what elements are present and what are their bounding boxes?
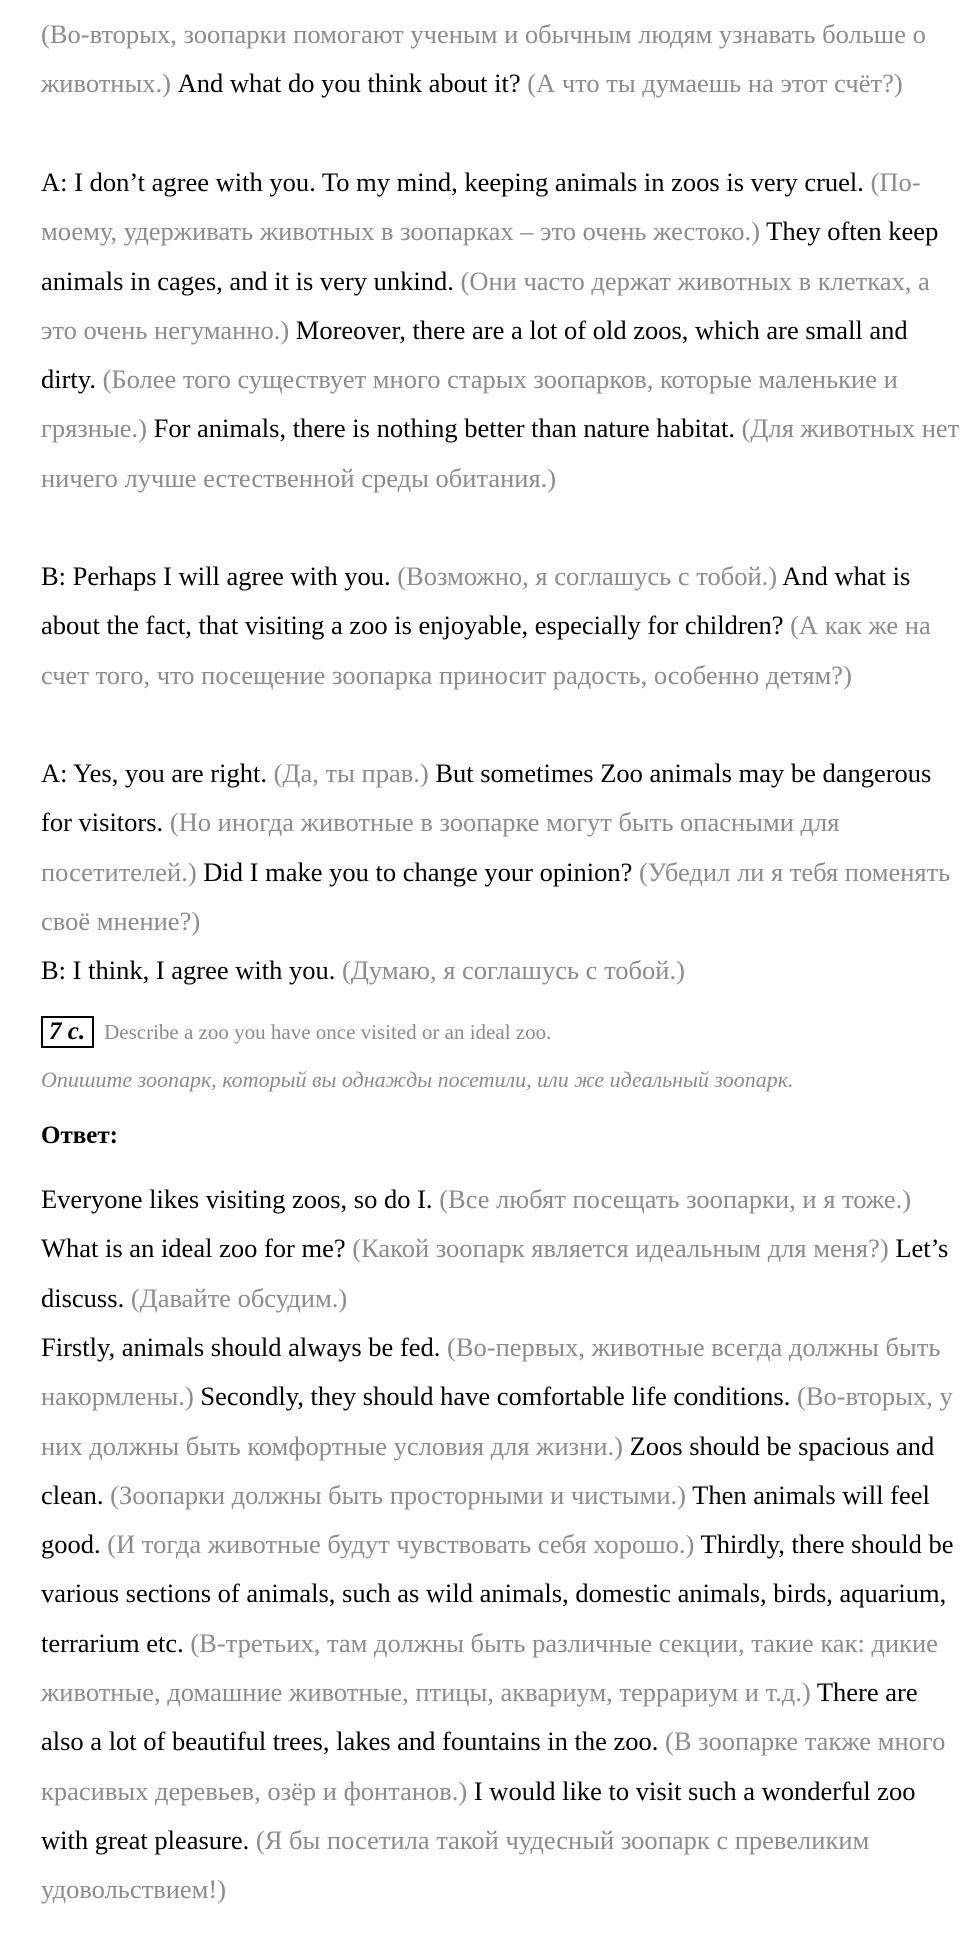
- russian-translation-text: (Возможно, я соглашусь с тобой.): [390, 561, 778, 591]
- english-text: Zoos should be spacious and clean.: [41, 1430, 935, 1510]
- english-text: Secondly, they should have comfortable life conditions.: [193, 1381, 791, 1412]
- task-header: [41, 1016, 551, 1048]
- english-text: Let’s discuss.: [41, 1233, 949, 1313]
- russian-translation-text: (Во-вторых, зоопарки помогают ученым и обычным людям узнавать больше о животных.): [41, 19, 926, 99]
- english-text: And what is about the fact, that visiting a zoo is enjoyable, especially for children?: [41, 561, 911, 641]
- answer-heading: Ответ:: [41, 1122, 118, 1149]
- russian-translation-text: (Давайте обсудим.): [124, 1282, 348, 1313]
- russian-translation-text: (И тогда животные будут чувствовать себя хорошо.): [100, 1529, 695, 1560]
- russian-translation-text: (А как же на счет того, что посещение зоопарка приносит радость, особенно детям?): [41, 610, 931, 690]
- english-text: Then animals will feel good.: [41, 1479, 930, 1560]
- russian-translation-text: (Да, ты прав.): [266, 758, 429, 788]
- russian-translation-text: (Зоопарки должны быть просторными и чистыми.): [103, 1479, 687, 1510]
- dialogue-paragraph-4: [41, 749, 960, 946]
- english-text: Everyone likes visiting zoos, so do I.: [41, 1184, 433, 1214]
- dialogue-paragraph-1: [41, 10, 960, 109]
- russian-translation-text: (По-моему, удерживать животных в зоопарках – это очень жестоко.): [41, 167, 921, 247]
- english-text: Did I make you to change your opinion?: [196, 856, 633, 887]
- answer-paragraph-2: [41, 1323, 960, 1915]
- russian-translation-text: (А что ты думаешь на этот счёт?): [520, 68, 903, 99]
- russian-translation-text: (Для животных нет ничего лучше естественной среды обитания.): [41, 413, 960, 493]
- english-text: What is an ideal zoo for me?: [41, 1233, 346, 1264]
- dialogue-paragraph-5: [41, 946, 960, 995]
- english-text: Thirdly, there should be various sections of animals, such as wild animals, domestic animals, birds, aquarium, terrarium etc.: [41, 1529, 954, 1658]
- english-text: A: I don’t agree with you. To my mind, keeping animals in zoos is very cruel.: [41, 167, 864, 197]
- english-text: They often keep animals in cages, and it is very unkind.: [41, 216, 939, 296]
- russian-translation-text: (Во-первых, животные всегда должны быть накормлены.): [41, 1332, 941, 1412]
- russian-translation-text: (Все любят посещать зоопарки, и я тоже.): [432, 1184, 912, 1214]
- task-instruction: Describe a zoo you have once visited or an ideal zoo.: [104, 1019, 552, 1044]
- english-text: B: I think, I agree with you.: [41, 955, 336, 985]
- russian-translation-text: (В-третьих, там должны быть различные секции, такие как: дикие животные, домашние животные, птицы, аквариум, террариум и т.д.): [41, 1627, 938, 1708]
- russian-translation-text: (Какой зоопарк является идеальным для меня?): [345, 1233, 889, 1264]
- russian-translation-text: (Думаю, я соглашусь с тобой.): [335, 955, 685, 985]
- english-text: And what do you think about it?: [171, 68, 521, 99]
- english-text: For animals, there is nothing better than nature habitat.: [146, 413, 735, 444]
- english-text: I would like to visit such a wonderful zoo with great pleasure.: [41, 1775, 916, 1855]
- russian-translation-text: (Более того существует много старых зоопарков, которые маленькие и грязные.): [41, 364, 898, 444]
- english-text: Moreover, there are a lot of old zoos, which are small and dirty.: [41, 314, 908, 395]
- russian-translation-text: (Я бы посетила такой чудесный зоопарк с превеликим удовольствием!): [41, 1824, 870, 1905]
- russian-translation-text: (Но иногда животные в зоопарке могут быть опасными для посетителей.): [41, 807, 840, 887]
- task-number-badge: 7 c.: [41, 1016, 94, 1048]
- russian-translation-text: (В зоопарке также много красивых деревьев, озёр и фонтанов.): [41, 1726, 946, 1806]
- dialogue-paragraph-3: [41, 552, 960, 700]
- task-translation: Опишите зоопарк, который вы однажды посетили, или же идеальный зоопарк.: [41, 1067, 794, 1092]
- russian-translation-text: (Убедил ли я тебя поменять своё мнение?): [41, 856, 951, 936]
- russian-translation-text: (Они часто держат животных в клетках, а это очень негуманно.): [41, 265, 930, 345]
- english-text: A: Yes, you are right.: [41, 758, 267, 788]
- answer-paragraph-1: [41, 1175, 960, 1323]
- russian-translation-text: (Во-вторых, у них должны быть комфортные условия для жизни.): [41, 1381, 953, 1461]
- english-text: B: Perhaps I will agree with you.: [41, 561, 391, 591]
- english-text: But sometimes Zoo animals may be dangerous for visitors.: [41, 758, 932, 838]
- dialogue-paragraph-2: [41, 158, 960, 503]
- english-text: There are also a lot of beautiful trees, lakes and fountains in the zoo.: [41, 1677, 918, 1757]
- english-text: Firstly, animals should always be fed.: [41, 1332, 441, 1362]
